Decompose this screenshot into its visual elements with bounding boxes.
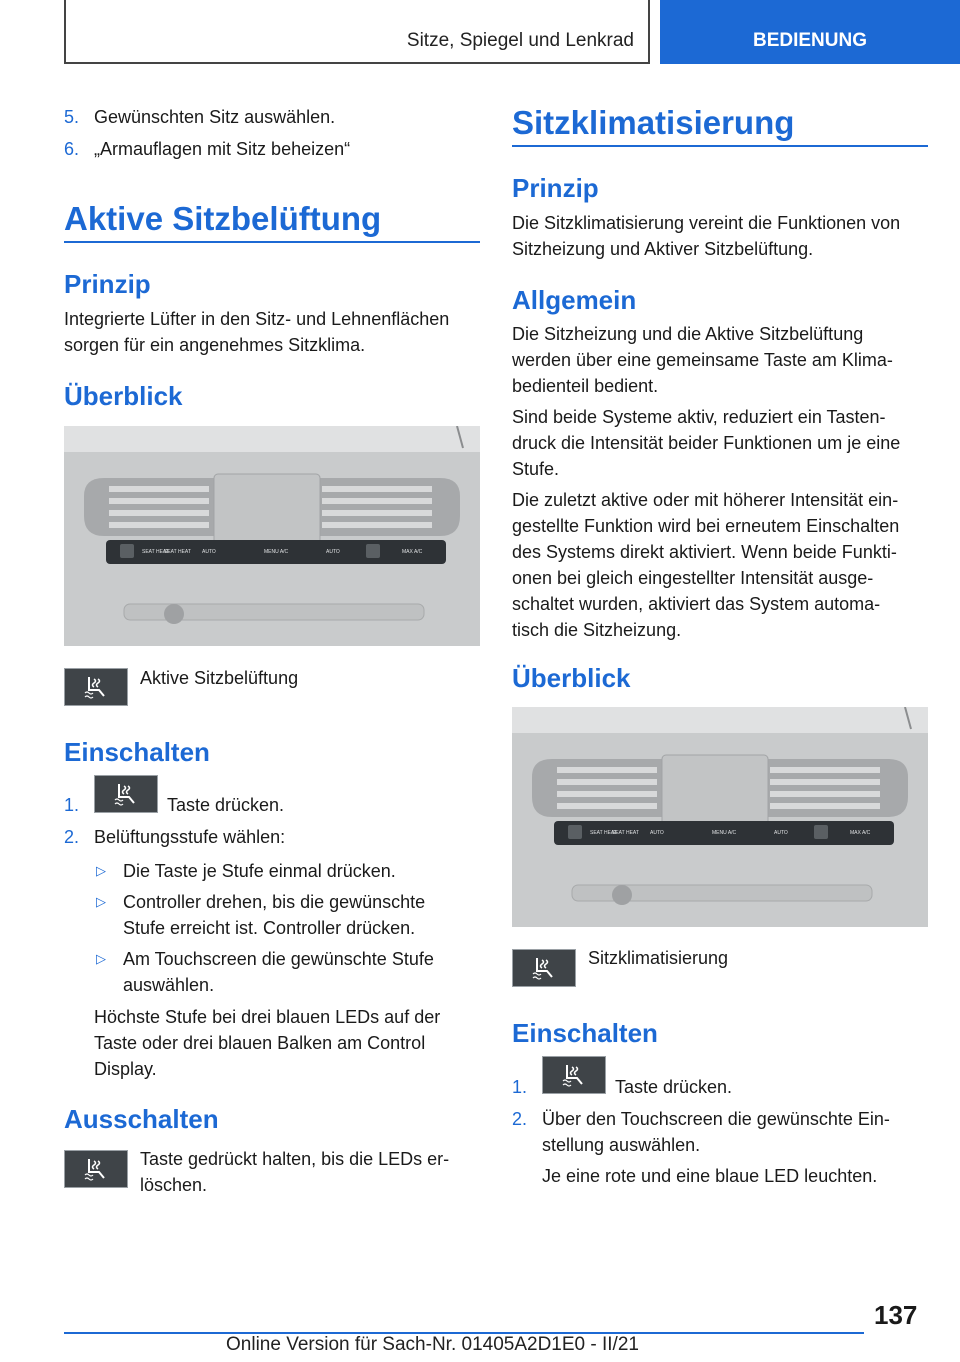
bullet-text: Die Taste je Stufe einmal drücken. (123, 861, 396, 881)
step-number: 2. (64, 827, 80, 847)
panel-label: AUTO (774, 830, 788, 836)
step-text: stellung auswählen. (542, 1135, 701, 1155)
panel-label: SEAT HEAT (590, 830, 617, 836)
page-number: 137 (874, 1300, 918, 1330)
paragraph-line: sorgen für ein angenehmes Sitzklima. (64, 335, 366, 355)
step-number: 1. (512, 1077, 528, 1097)
seat-ventilation-icon (82, 674, 110, 700)
step-text: Gewünschten Sitz auswählen. (94, 107, 336, 127)
triangle-right-icon: ▷ (96, 951, 106, 966)
seat-ventilation-button[interactable] (64, 1150, 128, 1188)
section-tab (660, 0, 960, 64)
header-chapter-box (64, 0, 650, 64)
panel-label: SEAT HEAT (142, 549, 169, 555)
bullet-text: Controller drehen, bis die gewünschte (123, 892, 426, 912)
panel-label: AUTO (326, 549, 340, 555)
step-text: „Armauflagen mit Sitz beheizen“ (94, 139, 351, 159)
seat-ventilation-icon (112, 781, 140, 807)
paragraph-line: tisch die Sitzheizung. (512, 620, 682, 640)
section-title-aktive-sitzbelueftung: Aktive Sitzbelüftung (64, 200, 382, 237)
panel-label: MENU A/C (712, 830, 737, 836)
seat-climate-button[interactable] (542, 1056, 606, 1094)
climate-panel-photo (64, 426, 480, 646)
paragraph-line: Integrierte Lüfter in den Sitz- und Lehnenflächen (64, 309, 450, 329)
button-caption: Aktive Sitzbelüftung (140, 668, 299, 688)
climate-panel-photo (512, 707, 928, 927)
step-number: 2. (512, 1109, 528, 1129)
paragraph-line: gestellte Funktion wird bei erneutem Einschalten (512, 516, 900, 536)
note-line: Höchste Stufe bei drei blauen LEDs auf der (94, 1007, 441, 1027)
seat-climate-button[interactable] (512, 949, 576, 987)
heading-prinzip: Prinzip (64, 269, 151, 299)
panel-label: AUTO (650, 830, 664, 836)
bullet-text: Stufe erreicht ist. Controller drücken. (123, 918, 416, 938)
heading-allgemein: Allgemein (512, 285, 637, 315)
paragraph-line: Stufe. (512, 459, 560, 479)
heading-prinzip: Prinzip (512, 173, 599, 203)
panel-label: SEAT HEAT (164, 549, 191, 555)
title-rule (64, 241, 480, 243)
heading-einschalten: Einschalten (64, 737, 210, 767)
step-number: 5. (64, 107, 80, 127)
seat-ventilation-button[interactable] (94, 775, 158, 813)
climate-panel-illustration (64, 426, 480, 646)
step-text: Je eine rote und eine blaue LED leuchten. (542, 1166, 878, 1186)
chapter-title: Sitze, Spiegel und Lenkrad (406, 30, 634, 51)
panel-label: AUTO (202, 549, 216, 555)
section-title: BEDIENUNG (752, 30, 868, 51)
note-line: Taste oder drei blauen Balken am Control (94, 1033, 426, 1053)
paragraph-line: löschen. (140, 1175, 208, 1195)
paragraph-line: druck die Intensität beider Funktionen um je eine (512, 433, 901, 453)
paragraph-line: Die Sitzheizung und die Aktive Sitzbelüftung (512, 324, 864, 344)
step-text: Taste drücken. (167, 795, 285, 815)
step-text: Belüftungsstufe wählen: (94, 827, 286, 847)
note-line: Display. (94, 1059, 157, 1079)
paragraph-line: werden über eine gemeinsame Taste am Klima- (512, 350, 893, 370)
panel-label: MENU A/C (264, 549, 289, 555)
seat-ventilation-button[interactable] (64, 668, 128, 706)
heading-ausschalten: Ausschalten (64, 1104, 219, 1134)
step-text: Über den Touchscreen die gewünschte Ein- (542, 1109, 890, 1129)
seat-ventilation-icon (82, 1156, 110, 1182)
title-rule (512, 145, 928, 147)
triangle-right-icon: ▷ (96, 863, 106, 878)
paragraph-line: Taste gedrückt halten, bis die LEDs er- (140, 1149, 450, 1169)
paragraph-line: Sind beide Systeme aktiv, reduziert ein Tasten- (512, 407, 886, 427)
heading-ueberblick: Überblick (512, 663, 631, 693)
heading-ueberblick: Überblick (64, 381, 183, 411)
bullet-text: Am Touchscreen die gewünschte Stufe (123, 949, 434, 969)
paragraph-line: bedienteil bedient. (512, 376, 659, 396)
seat-heating-icon (530, 955, 558, 981)
heading-einschalten: Einschalten (512, 1018, 658, 1048)
panel-label: SEAT HEAT (612, 830, 639, 836)
footer-text: Online Version für Sach-Nr. 01405A2D1E0 - II/21 (226, 1334, 639, 1355)
panel-label: MAX A/C (850, 830, 871, 836)
button-caption: Sitzklimatisierung (588, 948, 729, 968)
section-title-sitzklimatisierung: Sitzklimatisierung (512, 104, 795, 141)
paragraph-line: Die Sitzklimatisierung vereint die Funktionen von (512, 213, 901, 233)
seat-heating-icon (560, 1062, 588, 1088)
step-text: Taste drücken. (615, 1077, 733, 1097)
step-number: 6. (64, 139, 80, 159)
paragraph-line: Die zuletzt aktive oder mit höherer Intensität ein- (512, 490, 899, 510)
bullet-text: auswählen. (123, 975, 215, 995)
climate-panel-illustration (512, 707, 928, 927)
paragraph-line: onen bei gleich eingestellter Intensität ausge- (512, 568, 874, 588)
paragraph-line: schaltet wurden, aktiviert das System automa- (512, 594, 881, 614)
step-number: 1. (64, 795, 80, 815)
paragraph-line: des Systems direkt aktiviert. Wenn beide Funkti- (512, 542, 897, 562)
paragraph-line: Sitzheizung und Aktiver Sitzbelüftung. (512, 239, 814, 259)
panel-label: MAX A/C (402, 549, 423, 555)
triangle-right-icon: ▷ (96, 894, 106, 909)
